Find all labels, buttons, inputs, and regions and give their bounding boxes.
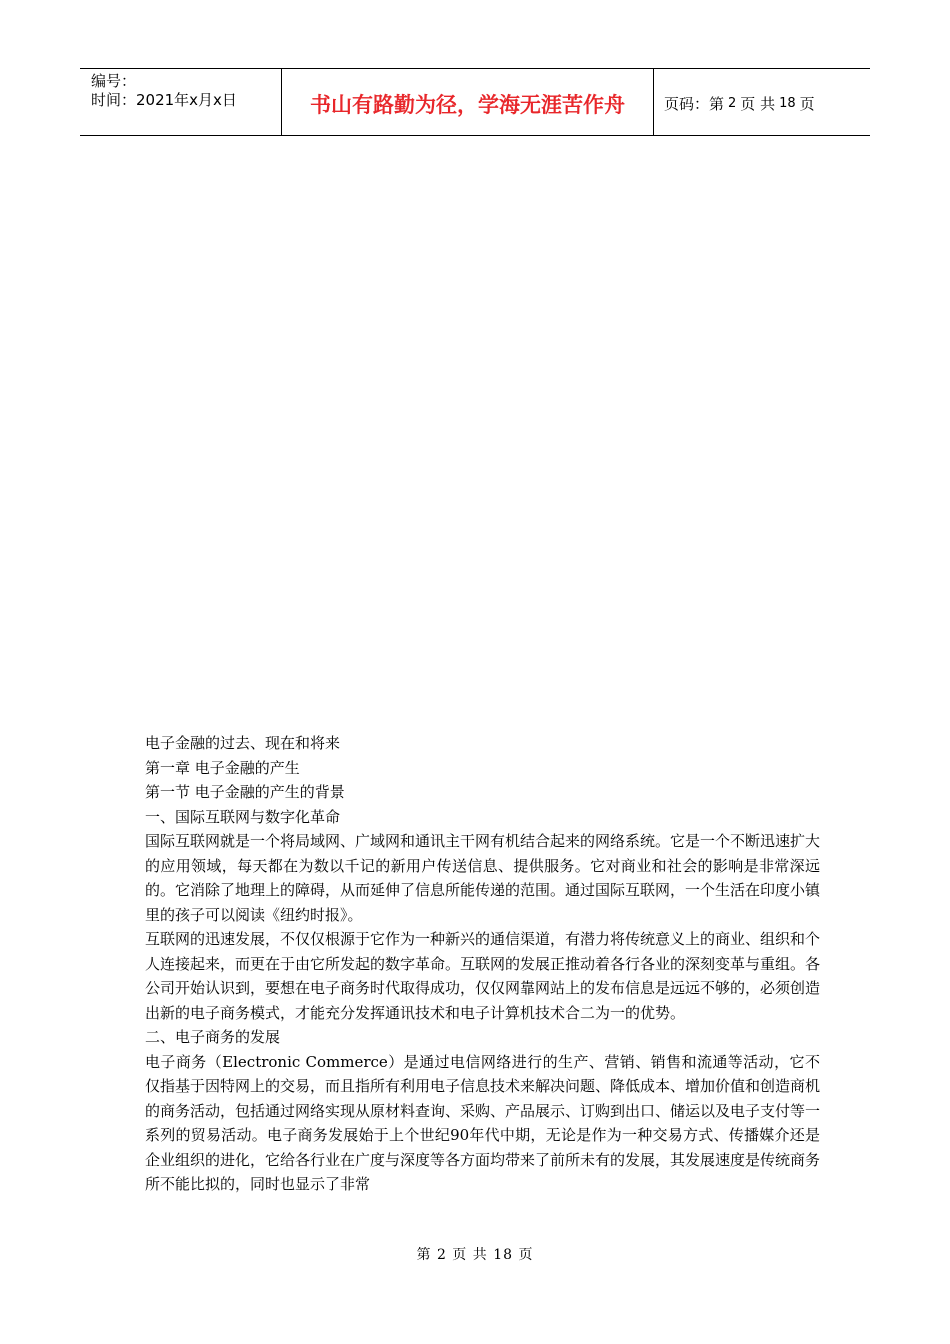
header-motto-cell (282, 69, 654, 135)
number-label: 编号： (91, 72, 137, 90)
header-page-cell (654, 69, 870, 135)
header-meta-cell (80, 69, 282, 135)
document-body (145, 731, 820, 1197)
document-header (80, 68, 870, 136)
chapter-heading: 第一章 电子金融的产生 (145, 758, 300, 777)
document-title: 电子金融的过去、现在和将来 (145, 734, 341, 752)
page-label-prefix: 页码：第 (664, 94, 725, 113)
section-heading: 第一节 电子金融的产生的背景 (145, 783, 345, 801)
page-label-mid: 页 共 (740, 94, 776, 113)
paragraph-3: 电子商务（Electronic Commerce）是通过电信网络进行的生产、营销、销售和流通等活动，它不仅指基于因特网上的交易，而且指所有利用电子信息技术来解决问题、降低成本、增加价值和创造商机的商务活动，包括通过网络实现从原材料查询、采购、产品展示、订购到出口、储运以及电子支付等一系列的贸易活动。电子商务发展始于上个世纪90年代中期，无论是作为一种交易方式、传播媒介还是企业组织的进化，它给各行业在广度与深度等各方面均带来了前所未有的发展，其发展速度是传统商务所不能比拟的，同时也显示了非常 (145, 1052, 821, 1193)
subsection-heading-1: 一、国际互联网与数字化革命 (145, 807, 341, 826)
page-total: 18 (779, 95, 796, 111)
subsection-heading-2: 二、电子商务的发展 (145, 1028, 281, 1046)
page-label-suffix: 页 (799, 94, 815, 113)
page-footer: 第 2 页 共 18 页 (416, 1247, 534, 1263)
time-label: 时间：2021年x月x日 (91, 91, 237, 109)
motto-text: 书山有路勤为径，学海无涯苦作舟 (310, 93, 625, 117)
paragraph-2: 互联网的迅速发展，不仅仅根源于它作为一种新兴的通信渠道，有潜力将传统意义上的商业、组织和个人连接起来，而更在于由它所发起的数字革命。互联网的发展正推动着各行各业的深刻变革与重组。各公司开始认识到，要想在电子商务时代取得成功，仅仅网靠网站上的发布信息是远远不够的，必须创造出新的电子商务模式，才能充分发挥通讯技术和电子计算机技术合二为一的优势。 (145, 930, 821, 1022)
paragraph-1: 国际互联网就是一个将局域网、广域网和通讯主干网有机结合起来的网络系统。它是一个不断迅速扩大的应用领域，每天都在为数以千记的新用户传送信息、提供服务。它对商业和社会的影响是非常深远的。它消除了地理上的障碍，从而延伸了信息所能传递的范围。通过国际互联网，一个生活在印度小镇里的孩子可以阅读《纽约时报》。 (145, 832, 821, 924)
page-current: 2 (728, 95, 737, 111)
